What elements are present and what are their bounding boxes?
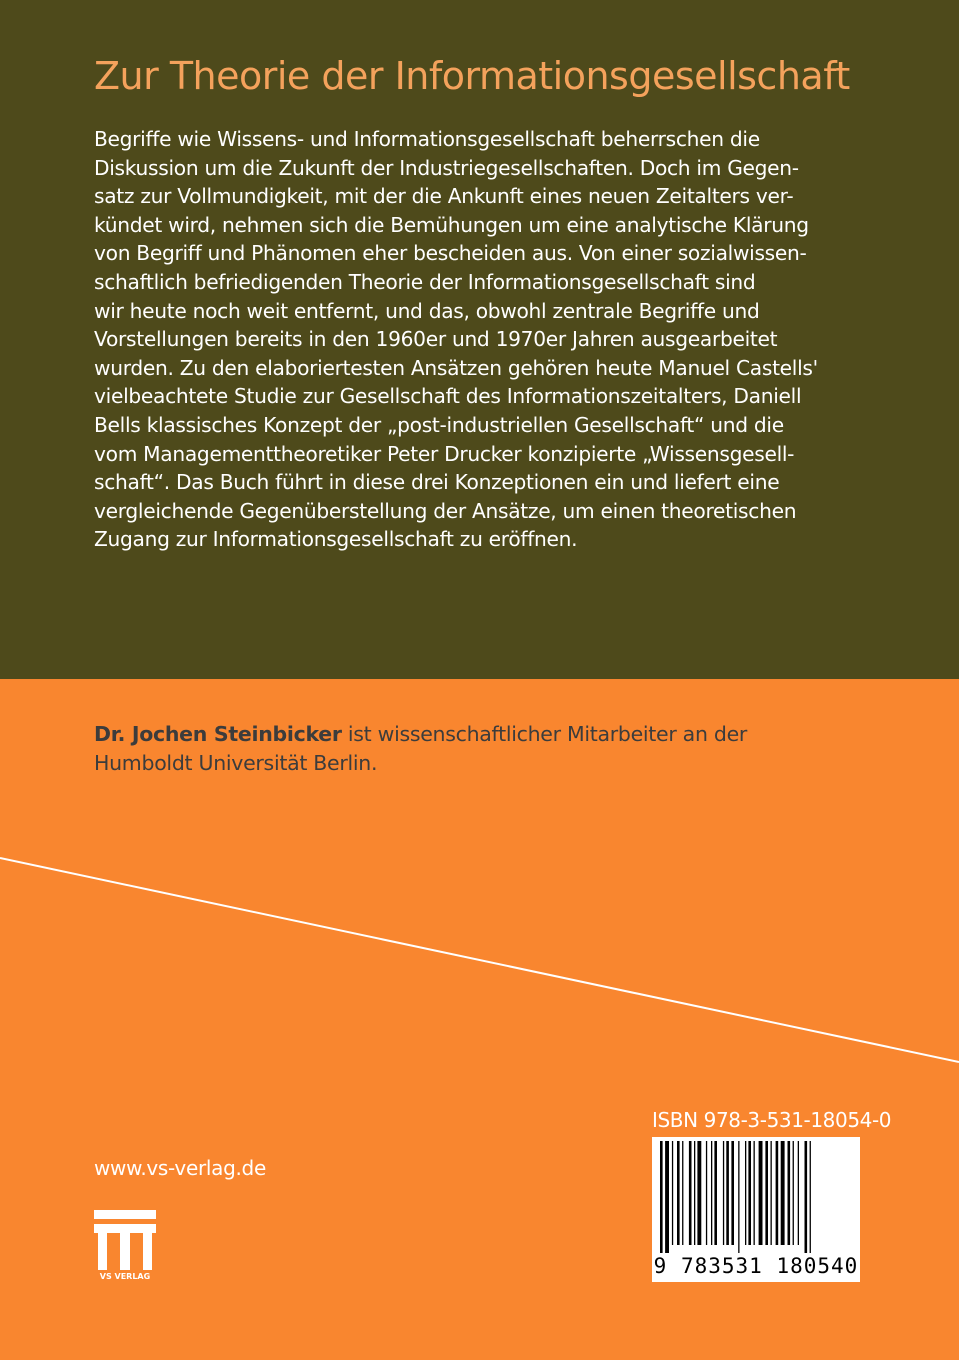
blurb-line: Bells klassisches Konzept der „post-industriellen Gesellschaft“ und die <box>94 412 784 437</box>
barcode-bars-icon <box>658 1141 854 1253</box>
blurb-line: satz zur Vollmundigkeit, mit der die Ankunft eines neuen Zeitalters ver- <box>94 184 794 209</box>
isbn: ISBN 978-3-531-18054-0 <box>652 1108 892 1132</box>
blurb-line: von Begriff und Phänomen eher bescheiden aus. Von einer sozialwissen- <box>94 241 807 266</box>
barcode <box>652 1137 860 1282</box>
blurb-line: Begriffe wie Wissens- und Informationsgesellschaft beherrschen die <box>94 127 760 151</box>
book-title: Zur Theorie der Informationsgesellschaft <box>94 54 850 98</box>
blurb-line: wurden. Zu den elaboriertesten Ansätzen gehören heute Manuel Castells' <box>94 355 818 380</box>
barcode-number: 9 783531 180540 <box>653 1254 859 1278</box>
publisher-website[interactable]: www.vs-verlag.de <box>94 1156 266 1180</box>
author-bio-line: Humboldt Universität Berlin. <box>94 750 378 775</box>
author-bio-line <box>94 720 894 749</box>
author-name: Dr. Jochen Steinbicker <box>94 722 342 746</box>
author-bio <box>94 720 894 777</box>
blurb-line: kündet wird, nehmen sich die Bemühungen um eine analytische Klärung <box>94 212 809 237</box>
blurb-line: wir heute noch weit entfernt, und das, obwohl zentrale Begriffe und <box>94 298 760 323</box>
blurb-line: vielbeachtete Studie zur Gesellschaft des Informationszeitalters, Daniell <box>94 384 802 409</box>
blurb-line: Vorstellungen bereits in den 1960er und 1970er Jahren ausgearbeitet <box>94 327 778 352</box>
publisher-logo-text: VS VERLAG <box>99 1272 151 1281</box>
blurb-line: vergleichende Gegenüberstellung der Ansätze, um einen theoretischen <box>94 498 797 523</box>
blurb-line: Zugang zur Informationsgesellschaft zu eröffnen. <box>94 527 578 552</box>
author-affiliation: ist wissenschaftlicher Mitarbeiter an der <box>341 722 748 746</box>
blurb-text <box>94 125 874 554</box>
blurb-line: Diskussion um die Zukunft der Industriegesellschaften. Doch im Gegen- <box>94 155 799 180</box>
blurb-line: vom Managementtheoretiker Peter Drucker konzipierte „Wissensgesell- <box>94 441 795 466</box>
blurb-line: schaftlich befriedigenden Theorie der Informationsgesellschaft sind <box>94 269 756 294</box>
blurb-line: schaft“. Das Buch führt in diese drei Konzeptionen ein und liefert eine <box>94 470 780 495</box>
